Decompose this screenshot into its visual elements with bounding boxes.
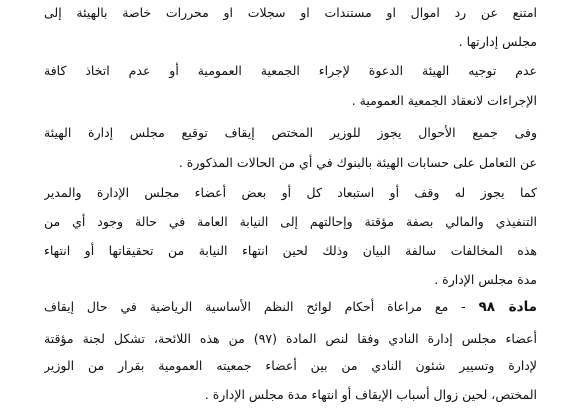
- text-line-13: لإدارة وتسيير شئون النادي من بين أعضاء جمعيته العمومية بقرار من الوزير: [44, 358, 537, 373]
- text-line-7: كما يجوز له وقف أو استبعاد كل أو بعض أعضاء مجلس الإدارة والمدير: [44, 185, 537, 200]
- text-line-8: التنفيذي والمالي بصفة مؤقتة وإحالتهم إلى النيابة العامة في حالة وجود أي من: [44, 214, 537, 229]
- text-line-10: مدة مجلس الإدارة .: [434, 272, 537, 287]
- text-line-5: وفى جميع الأحوال يجوز للوزير المختص إيقاف توقيع مجلس إدارة الهيئة: [44, 125, 537, 140]
- text-line-3: عدم توجيه الهيئة الدعوة لإجراء الجمعية العمومية أو عدم اتخاذ كافة: [44, 63, 537, 78]
- text-line-2: مجلس إدارتها .: [458, 34, 537, 49]
- text-line-12: أعضاء مجلس إدارة النادي وفقا لنص المادة (٩٧) من هذه اللائحة، تشكل لجنة مؤقتة: [44, 331, 537, 346]
- article-98-label: مادة ٩٨: [478, 299, 537, 315]
- text-line-1: امتنع عن رد اموال او مستندات او سجلات او محررات خاصة بالهيئة إلى: [44, 5, 537, 20]
- text-line-6: عن التعامل على حسابات الهيئة بالبنوك في أي من الحالات المذكورة .: [178, 155, 537, 170]
- article-98-text: - مع مراعاة أحكام لوائح النظم الأساسية الرياضية في حال إيقاف: [44, 299, 479, 314]
- text-line-14: المختص، لحين زوال أسباب الإيقاف أو انتهاء مدة مجلس الإدارة .: [204, 387, 537, 402]
- text-line-4: الإجراءات لانعقاد الجمعية العمومية .: [351, 93, 537, 108]
- text-line-9: هذه المخالفات سالفة البيان وذلك لحين انتهاء النيابة من تحقيقاتها أو انتهاء: [44, 243, 537, 258]
- article-98-heading-line: [44, 294, 537, 320]
